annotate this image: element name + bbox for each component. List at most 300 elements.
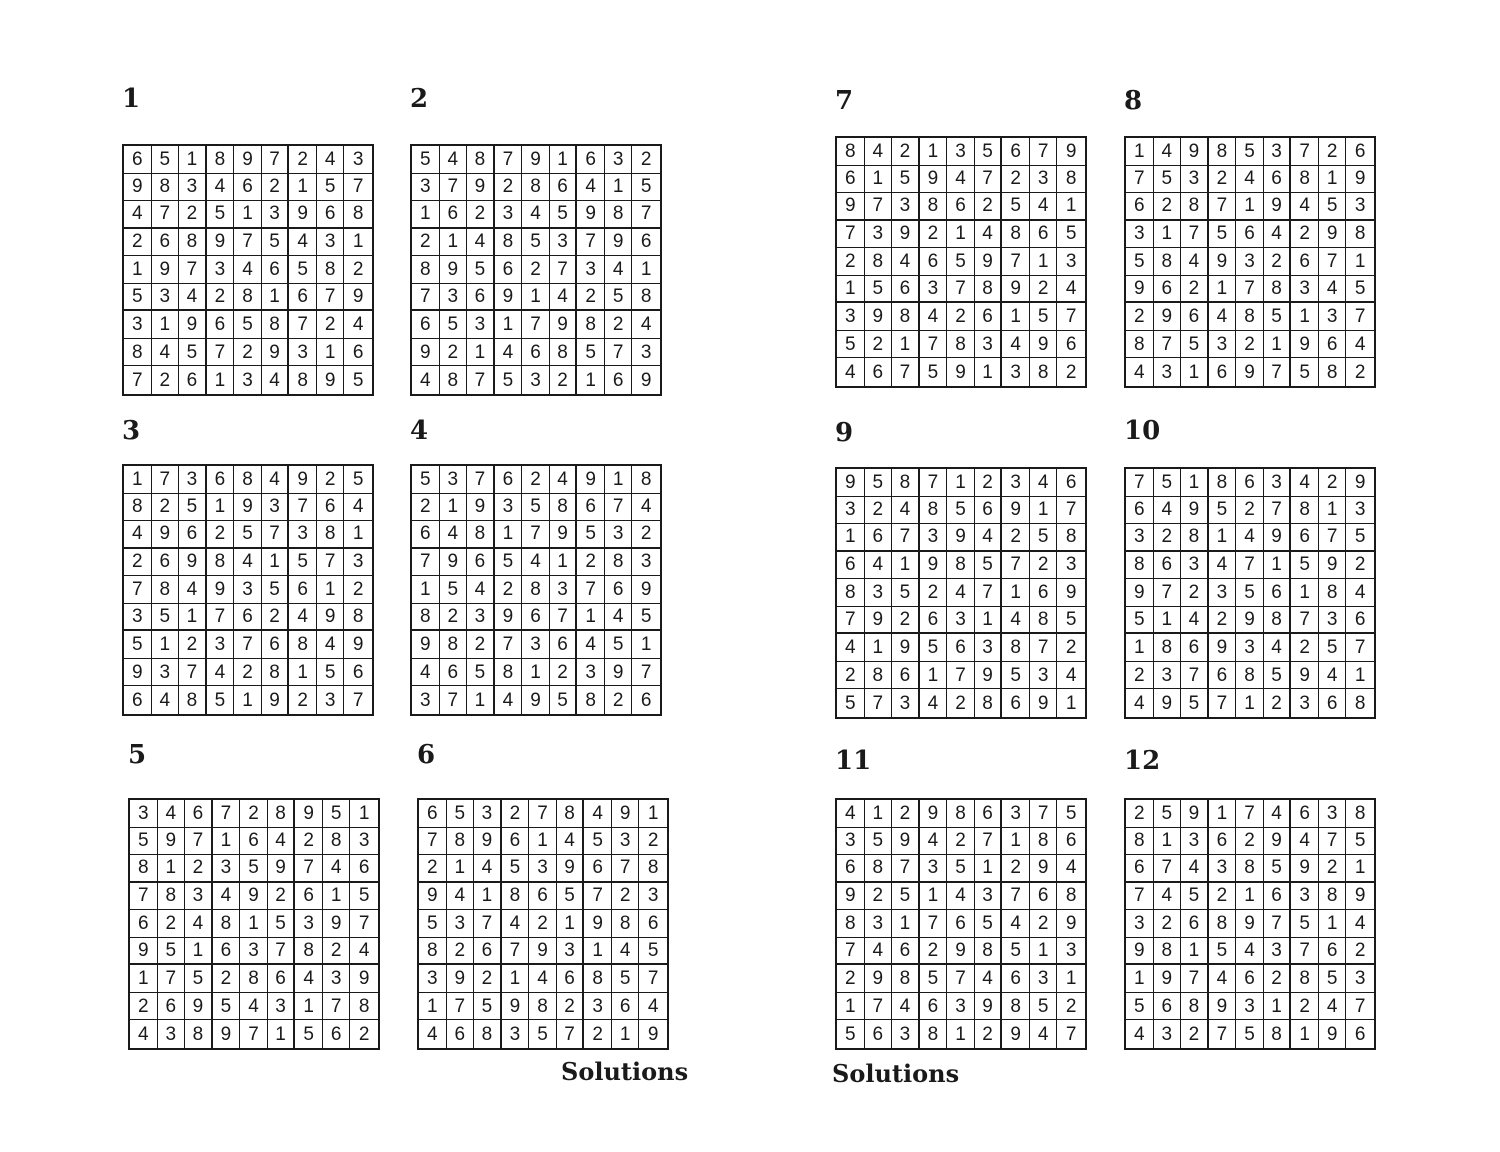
grid-cell: 4 [440,146,468,174]
grid-cell: 2 [1209,607,1237,635]
grid-cell: 9 [577,466,605,494]
grid-cell: 1 [1319,497,1347,525]
grid-cell: 6 [344,339,372,367]
grid-cell: 7 [865,193,893,221]
grid-cell: 9 [975,993,1003,1021]
grid-cell: 5 [467,659,495,687]
grid-cell: 2 [1154,910,1182,938]
grid-cell: 1 [495,521,523,549]
puzzle-number: 5 [128,740,147,770]
grid-cell: 3 [440,284,468,312]
grid-cell: 6 [550,174,578,202]
grid-cell: 8 [529,993,557,1021]
grid-cell: 4 [234,549,262,577]
grid-cell: 6 [1319,938,1347,966]
grid-cell: 5 [837,689,865,717]
grid-cell: 8 [522,174,550,202]
grid-cell: 9 [612,800,640,828]
grid-cell: 4 [467,229,495,257]
grid-cell: 9 [295,800,323,828]
grid-cell: 9 [262,339,290,367]
grid-cell: 9 [179,549,207,577]
grid-cell: 7 [1264,497,1292,525]
grid-cell: 1 [502,965,530,993]
sudoku-grid [410,464,662,716]
grid-cell: 4 [124,201,152,229]
grid-cell: 2 [1154,524,1182,552]
grid-cell: 9 [865,303,893,331]
grid-cell: 7 [550,256,578,284]
grid-cell: 9 [975,662,1003,690]
grid-cell: 4 [502,910,530,938]
grid-cell: 9 [1154,303,1182,331]
grid-cell: 5 [474,993,502,1021]
grid-cell: 5 [447,800,475,828]
grid-cell: 1 [892,331,920,359]
grid-cell: 9 [1291,331,1319,359]
grid-cell: 2 [207,284,235,312]
grid-cell: 9 [1126,938,1154,966]
grid-cell: 4 [130,1020,158,1048]
grid-cell: 2 [550,659,578,687]
grid-cell: 5 [1002,662,1030,690]
grid-cell: 9 [1291,662,1319,690]
grid-cell: 9 [323,910,351,938]
grid-cell: 6 [495,256,523,284]
grid-cell: 2 [295,828,323,856]
grid-cell: 5 [152,146,180,174]
grid-cell: 4 [124,521,152,549]
grid-cell: 2 [522,466,550,494]
grid-cell: 2 [474,965,502,993]
grid-cell: 9 [1236,910,1264,938]
grid-cell: 4 [207,659,235,687]
grid-cell: 3 [234,366,262,394]
grid-cell: 8 [892,469,920,497]
grid-cell: 2 [1236,828,1264,856]
grid-cell: 2 [1319,855,1347,883]
grid-cell: 3 [1002,469,1030,497]
grid-cell: 6 [262,256,290,284]
grid-cell: 6 [1346,138,1374,166]
grid-cell: 7 [577,576,605,604]
grid-cell: 3 [892,1020,920,1048]
grid-cell: 8 [639,855,667,883]
grid-cell: 6 [152,549,180,577]
grid-cell: 8 [605,201,633,229]
grid-cell: 9 [920,166,948,194]
grid-cell: 2 [495,576,523,604]
grid-cell: 3 [947,138,975,166]
grid-cell: 7 [975,579,1003,607]
grid-cell: 5 [1319,965,1347,993]
footer-label-right: Solutions [832,1059,960,1088]
grid-cell: 7 [344,174,372,202]
grid-cell: 9 [467,174,495,202]
grid-cell: 8 [179,686,207,714]
grid-cell: 5 [317,659,345,687]
grid-cell: 1 [605,174,633,202]
grid-cell: 1 [185,938,213,966]
grid-cell: 1 [1057,965,1085,993]
grid-cell: 9 [837,193,865,221]
grid-cell: 3 [1181,828,1209,856]
grid-cell: 4 [612,938,640,966]
grid-cell: 3 [502,1020,530,1048]
grid-cell: 7 [1346,993,1374,1021]
grid-cell: 9 [1126,276,1154,304]
grid-cell: 1 [920,138,948,166]
grid-cell: 3 [550,576,578,604]
grid-cell: 2 [447,938,475,966]
footer-label-left: Solutions [561,1057,689,1086]
grid-cell: 6 [1154,276,1182,304]
grid-cell: 6 [467,549,495,577]
grid-cell: 4 [344,494,372,522]
grid-cell: 6 [920,248,948,276]
grid-cell: 7 [975,166,1003,194]
grid-cell: 1 [1002,303,1030,331]
grid-cell: 8 [152,174,180,202]
grid-cell: 8 [1264,276,1292,304]
grid-cell: 8 [632,284,660,312]
grid-cell: 3 [185,883,213,911]
grid-cell: 5 [892,166,920,194]
grid-cell: 4 [179,284,207,312]
grid-cell: 4 [1346,579,1374,607]
grid-cell: 5 [947,248,975,276]
grid-cell: 6 [1264,883,1292,911]
grid-cell: 2 [1319,469,1347,497]
grid-cell: 4 [234,256,262,284]
grid-cell: 9 [1030,331,1058,359]
grid-cell: 3 [268,993,296,1021]
grid-cell: 2 [1236,331,1264,359]
grid-cell: 4 [1264,634,1292,662]
grid-cell: 7 [1002,248,1030,276]
grid-cell: 7 [268,938,296,966]
sudoku-grid [122,464,374,716]
grid-cell: 7 [1291,138,1319,166]
grid-cell: 6 [639,910,667,938]
grid-cell: 1 [467,339,495,367]
grid-cell: 9 [234,146,262,174]
grid-cell: 9 [1057,138,1085,166]
grid-cell: 6 [837,166,865,194]
grid-cell: 9 [865,607,893,635]
grid-cell: 3 [1319,303,1347,331]
grid-cell: 5 [550,686,578,714]
grid-cell: 5 [632,604,660,632]
grid-cell: 1 [522,659,550,687]
grid-cell: 6 [1126,193,1154,221]
grid-cell: 7 [947,965,975,993]
grid-cell: 9 [1264,828,1292,856]
grid-cell: 5 [892,579,920,607]
grid-cell: 3 [837,828,865,856]
grid-cell: 6 [240,828,268,856]
grid-cell: 9 [152,256,180,284]
grid-cell: 3 [440,466,468,494]
grid-cell: 1 [467,686,495,714]
grid-cell: 3 [1291,276,1319,304]
grid-cell: 2 [179,201,207,229]
grid-cell: 6 [605,576,633,604]
grid-cell: 8 [1346,221,1374,249]
grid-cell: 9 [158,828,186,856]
grid-cell: 6 [975,497,1003,525]
grid-cell: 2 [317,311,345,339]
grid-cell: 5 [947,497,975,525]
grid-cell: 3 [350,828,378,856]
grid-cell: 3 [1154,662,1182,690]
grid-cell: 1 [317,576,345,604]
grid-cell: 4 [440,521,468,549]
grid-cell: 5 [323,800,351,828]
grid-cell: 9 [605,659,633,687]
grid-cell: 7 [412,549,440,577]
grid-cell: 3 [289,521,317,549]
grid-cell: 5 [605,631,633,659]
grid-cell: 2 [1236,497,1264,525]
grid-cell: 8 [158,883,186,911]
grid-cell: 4 [550,466,578,494]
grid-cell: 7 [529,800,557,828]
grid-cell: 9 [502,993,530,1021]
grid-cell: 5 [1030,303,1058,331]
grid-cell: 4 [975,524,1003,552]
grid-cell: 1 [577,366,605,394]
grid-cell: 9 [1236,607,1264,635]
grid-cell: 8 [1236,662,1264,690]
grid-cell: 6 [344,659,372,687]
grid-cell: 1 [1126,965,1154,993]
grid-cell: 9 [837,469,865,497]
grid-cell: 2 [892,800,920,828]
grid-cell: 6 [605,366,633,394]
grid-cell: 1 [152,631,180,659]
grid-cell: 4 [1030,193,1058,221]
grid-cell: 1 [577,604,605,632]
grid-cell: 3 [152,659,180,687]
grid-cell: 6 [1057,331,1085,359]
grid-cell: 1 [1126,634,1154,662]
grid-cell: 6 [1002,138,1030,166]
grid-cell: 1 [412,201,440,229]
grid-cell: 9 [412,631,440,659]
grid-cell: 4 [837,358,865,386]
grid-cell: 9 [920,800,948,828]
grid-cell: 3 [207,256,235,284]
grid-cell: 5 [1346,276,1374,304]
grid-cell: 5 [920,634,948,662]
grid-cell: 3 [529,855,557,883]
grid-cell: 8 [975,276,1003,304]
grid-cell: 8 [262,311,290,339]
grid-cell: 7 [1154,855,1182,883]
grid-cell: 4 [947,579,975,607]
grid-cell: 2 [467,631,495,659]
puzzle-number: 11 [835,746,872,776]
grid-cell: 9 [1181,138,1209,166]
grid-cell: 8 [550,494,578,522]
grid-cell: 4 [495,686,523,714]
grid-cell: 2 [344,256,372,284]
grid-cell: 3 [289,339,317,367]
grid-cell: 8 [1002,634,1030,662]
grid-cell: 3 [1057,938,1085,966]
grid-cell: 9 [1181,497,1209,525]
grid-cell: 1 [289,659,317,687]
grid-cell: 8 [185,1020,213,1048]
grid-cell: 9 [1209,993,1237,1021]
grid-cell: 8 [975,689,1003,717]
grid-cell: 1 [1291,303,1319,331]
grid-cell: 6 [1209,662,1237,690]
grid-cell: 4 [1126,1020,1154,1048]
grid-cell: 3 [1236,248,1264,276]
grid-cell: 1 [1057,193,1085,221]
grid-cell: 4 [892,993,920,1021]
grid-cell: 6 [920,993,948,1021]
grid-cell: 2 [920,938,948,966]
grid-cell: 5 [865,276,893,304]
grid-cell: 8 [584,965,612,993]
grid-cell: 5 [865,469,893,497]
grid-cell: 6 [1181,303,1209,331]
grid-cell: 5 [557,883,585,911]
grid-cell: 3 [975,331,1003,359]
grid-cell: 9 [495,284,523,312]
grid-cell: 5 [837,1020,865,1048]
grid-cell: 1 [1236,689,1264,717]
grid-cell: 6 [892,276,920,304]
grid-cell: 3 [612,828,640,856]
grid-cell: 8 [1319,579,1347,607]
grid-cell: 1 [1181,358,1209,386]
grid-cell: 7 [323,993,351,1021]
grid-cell: 8 [1181,193,1209,221]
grid-cell: 6 [124,146,152,174]
grid-cell: 9 [1346,883,1374,911]
grid-cell: 9 [1002,276,1030,304]
grid-cell: 4 [1057,855,1085,883]
grid-cell: 3 [577,659,605,687]
grid-cell: 2 [529,910,557,938]
grid-cell: 7 [1181,662,1209,690]
grid-cell: 2 [1181,579,1209,607]
grid-cell: 8 [1057,166,1085,194]
grid-cell: 7 [1236,276,1264,304]
grid-cell: 9 [1030,855,1058,883]
grid-cell: 1 [1030,248,1058,276]
grid-cell: 9 [1057,910,1085,938]
grid-cell: 5 [268,910,296,938]
grid-cell: 6 [1354,1023,1366,1045]
grid-cell: 5 [529,1020,557,1048]
grid-cell: 2 [1264,248,1292,276]
grid-cell: 5 [1002,193,1030,221]
grid-cell: 3 [605,521,633,549]
grid-cell: 1 [207,366,235,394]
grid-cell: 8 [865,662,893,690]
grid-cell: 2 [440,604,468,632]
grid-cell: 1 [892,910,920,938]
grid-cell: 8 [1291,965,1319,993]
grid-cell: 2 [605,311,633,339]
grid-cell: 8 [1291,497,1319,525]
grid-cell: 9 [1319,221,1347,249]
grid-cell: 1 [1065,692,1077,714]
grid-cell: 6 [412,311,440,339]
grid-cell: 4 [947,166,975,194]
grid-cell: 9 [124,659,152,687]
grid-cell: 4 [1057,276,1085,304]
grid-cell: 5 [1236,138,1264,166]
grid-cell: 9 [474,828,502,856]
grid-cell: 7 [185,828,213,856]
grid-cell: 6 [447,1020,475,1048]
grid-cell: 9 [865,965,893,993]
grid-cell: 9 [605,229,633,257]
grid-cell: 1 [234,201,262,229]
grid-cell: 3 [577,256,605,284]
grid-cell: 3 [412,174,440,202]
grid-cell: 4 [207,174,235,202]
grid-cell: 2 [323,938,351,966]
grid-cell: 3 [920,524,948,552]
grid-cell: 9 [837,883,865,911]
grid-cell: 2 [584,1020,612,1048]
grid-cell: 8 [1126,828,1154,856]
grid-cell: 6 [412,521,440,549]
grid-cell: 6 [1209,828,1237,856]
grid-cell: 4 [412,366,440,394]
grid-cell: 2 [1354,361,1366,383]
grid-cell: 4 [865,138,893,166]
grid-cell: 5 [1264,303,1292,331]
grid-cell: 2 [152,494,180,522]
grid-cell: 5 [467,256,495,284]
grid-cell: 9 [1319,1020,1347,1048]
grid-cell: 9 [124,174,152,202]
grid-cell: 1 [158,855,186,883]
grid-cell: 6 [892,662,920,690]
grid-cell: 9 [550,311,578,339]
grid-cell: 9 [419,883,447,911]
grid-cell: 7 [440,686,468,714]
grid-cell: 8 [350,993,378,1021]
grid-cell: 4 [584,800,612,828]
grid-cell: 5 [1181,689,1209,717]
grid-cell: 7 [317,549,345,577]
grid-cell: 5 [350,883,378,911]
grid-cell: 6 [975,303,1003,331]
grid-cell: 7 [1209,1020,1237,1048]
grid-cell: 7 [1236,552,1264,580]
grid-cell: 7 [1236,800,1264,828]
grid-cell: 8 [268,800,296,828]
grid-cell: 9 [185,993,213,1021]
grid-cell: 8 [130,855,158,883]
grid-cell: 5 [262,576,290,604]
grid-cell: 7 [1002,883,1030,911]
grid-cell: 9 [317,604,345,632]
puzzle-number: 7 [835,86,854,116]
grid-cell: 1 [584,938,612,966]
grid-cell: 6 [289,284,317,312]
grid-cell: 5 [1209,497,1237,525]
